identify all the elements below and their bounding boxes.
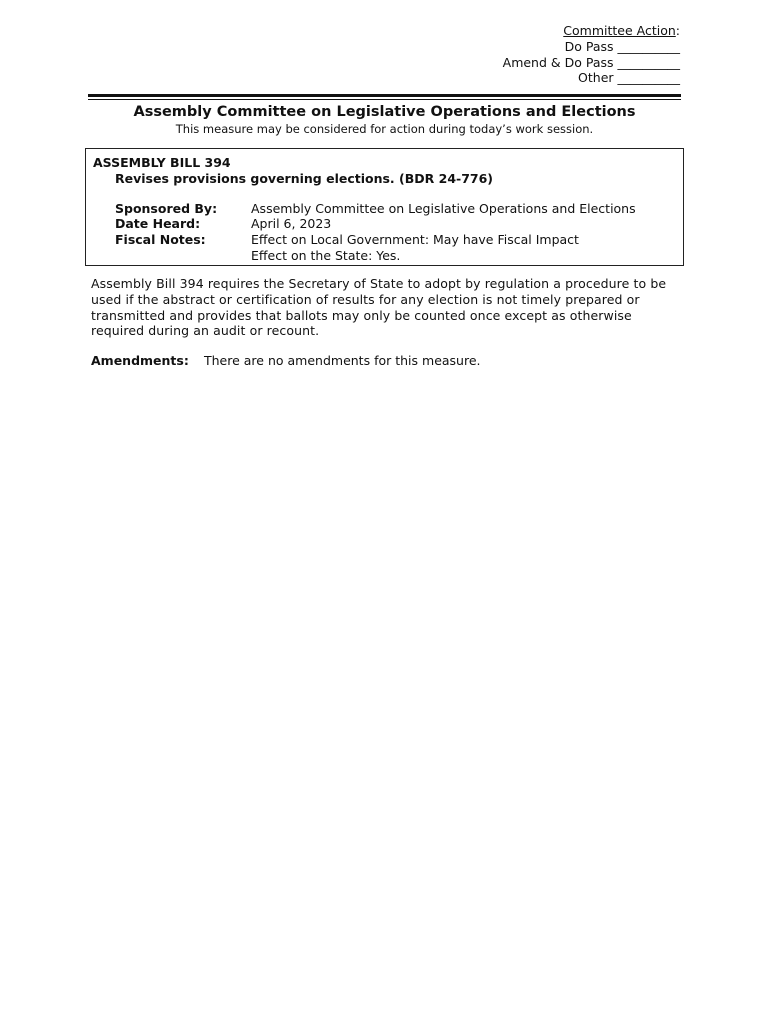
description-line: required during an audit or recount. [91,323,320,339]
fiscal-local-government: Effect on Local Government: May have Fiscal Impact [251,232,579,247]
sponsored-by-label: Sponsored By: [115,201,218,216]
amendments-text: There are no amendments for this measure. [204,353,481,368]
description-line: transmitted and provides that ballots may only be counted once except as otherwise [91,307,632,323]
amendments-label: Amendments: [91,353,189,368]
header-rule-thick [88,94,681,97]
fiscal-state: Effect on the State: Yes. [251,248,401,263]
committee-action-heading [503,23,680,39]
date-heard-value: April 6, 2023 [251,216,332,231]
committee-action-colon: : [675,23,680,38]
bill-description [91,276,676,339]
committee-action-block [503,23,680,86]
description-line: Assembly Bill 394 requires the Secretary of State to adopt by regulation a procedure to be [91,276,667,291]
session-note: This measure may be considered for action during today’s work session. [175,122,594,136]
committee-title: Assembly Committee on Legislative Operations and Elections [133,104,636,120]
bill-summary: Revises provisions governing elections. (BDR 24-776) [115,171,494,186]
bill-info-box [85,148,684,266]
bill-number: ASSEMBLY BILL 394 [93,155,231,170]
date-heard-label: Date Heard: [115,216,201,231]
do-pass-line: Do Pass __________ [564,38,680,54]
committee-action-title: Committee Action [563,23,676,38]
header-rule-thin [88,99,681,100]
amend-do-pass-line: Amend & Do Pass __________ [502,54,680,70]
description-line: used if the abstract or certification of results for any election is not timely prepared or [91,291,640,307]
other-line: Other __________ [578,70,680,86]
fiscal-notes-label: Fiscal Notes: [115,232,206,247]
sponsored-by-value: Assembly Committee on Legislative Operations and Elections [251,201,636,216]
